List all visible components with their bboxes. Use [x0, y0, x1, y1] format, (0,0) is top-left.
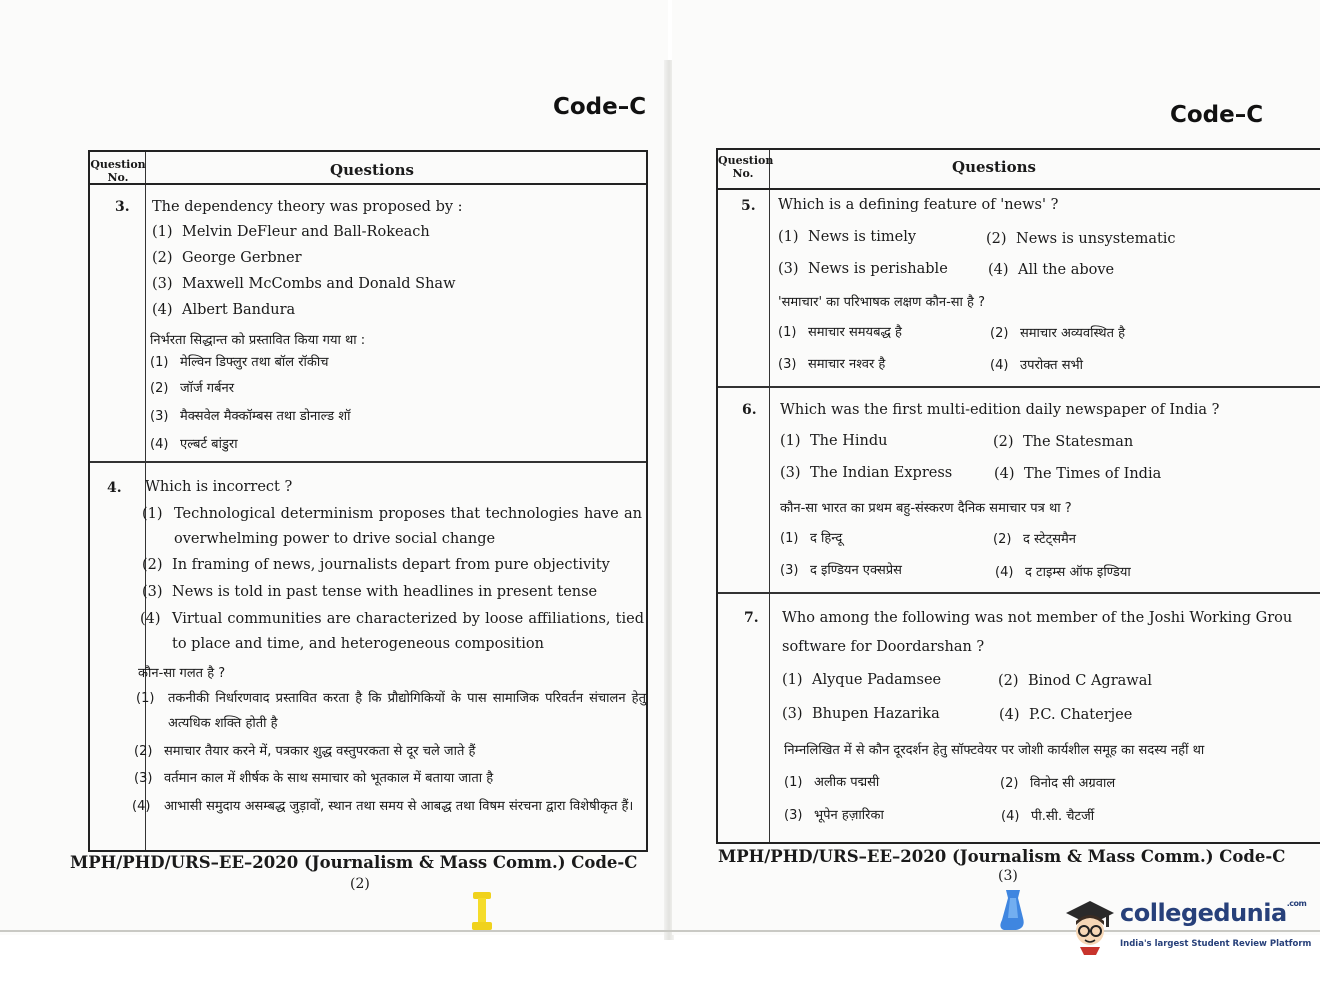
question-stem-hi: निम्नलिखित में से कौन दूरदर्शन हेतु सॉफ्टवेयर पर जोशी कार्यशील समूह का सदस्य नहीं था — [784, 743, 1205, 758]
header-question-no — [718, 154, 774, 180]
option-en-2 — [998, 669, 1152, 694]
option-number: (2) — [993, 434, 1014, 450]
question-stem-hi: कौन-सा भारत का प्रथम बहु-संस्करण दैनिक समाचार पत्र था ? — [780, 501, 1072, 516]
option-text: Virtual communities are characterized by loose affiliations, tied to place and time, and heterogeneous composition — [172, 611, 644, 652]
option-en-2 — [986, 227, 1176, 252]
option-hi-2 — [1000, 771, 1115, 796]
question-table — [88, 150, 648, 852]
option-number: (3) — [152, 276, 173, 292]
option-number: (1) — [784, 775, 803, 790]
question-stem-hi: निर्भरता सिद्धान्त को प्रस्तावित किया गया था : — [150, 333, 366, 348]
option-text: News is told in past tense with headlines in present tense — [172, 584, 598, 600]
option-en-4 — [988, 258, 1114, 283]
brand-suffix: .com — [1286, 899, 1307, 908]
option-en-1 — [780, 429, 887, 454]
code-label: Code–C — [553, 94, 647, 120]
option-number: (4) — [132, 799, 151, 814]
yellow-clip-icon — [470, 892, 494, 932]
option-number: (1) — [778, 229, 799, 245]
column-divider — [769, 150, 770, 842]
option-hi-2 — [134, 739, 475, 764]
header-question-no — [90, 158, 146, 184]
row-divider — [718, 592, 1320, 594]
question-number: 7. — [744, 610, 759, 626]
question-stem-en-line1: Who among the following was not member of the Joshi Working Grou — [782, 610, 1293, 626]
right-page — [672, 0, 1320, 935]
option-text: News is unsystematic — [1016, 231, 1176, 247]
option-number: (4) — [140, 611, 161, 627]
option-number: (3) — [134, 771, 153, 786]
option-text: मेल्विन डिफ्लुर तथा बॉल रॉकीच — [180, 355, 329, 370]
option-number: (1) — [136, 691, 155, 706]
option-hi-3 — [784, 803, 884, 828]
question-number: 3. — [115, 199, 130, 215]
student-mascot-icon — [1062, 897, 1118, 957]
option-en-4 — [999, 703, 1132, 728]
option-text: Binod C Agrawal — [1028, 673, 1152, 689]
option-hi-3 — [134, 766, 493, 791]
option-hi-3 — [780, 558, 902, 583]
option-text: पी.सी. चैटर्जी — [1031, 809, 1095, 824]
option-number: (4) — [988, 262, 1009, 278]
question-stem-en-line2: software for Doordarshan ? — [782, 639, 985, 655]
option-number: (4) — [999, 707, 1020, 723]
option-text: अलीक पद्मसी — [814, 775, 880, 790]
question-stem-en: The dependency theory was proposed by : — [152, 199, 463, 215]
option-text: द टाइम्स ऑफ इण्डिया — [1025, 565, 1131, 580]
header-qno-line1: Question — [718, 154, 774, 167]
option-en-2 — [993, 430, 1133, 455]
option-en-3 — [782, 702, 940, 727]
question-number: 4. — [107, 480, 122, 496]
option-text: समाचार नश्वर है — [808, 357, 886, 372]
option-text: उपरोक्त सभी — [1020, 358, 1083, 373]
option-text: विनोद सी अग्रवाल — [1030, 776, 1116, 791]
option-text: All the above — [1018, 262, 1115, 278]
option-number: (3) — [778, 357, 797, 372]
option-number: (2) — [152, 250, 173, 266]
option-number: (3) — [784, 808, 803, 823]
collegedunia-logo — [1062, 893, 1312, 965]
page-footer: MPH/PHD/URS–EE–2020 (Journalism & Mass Comm.) Code-C — [70, 853, 638, 872]
option-text: समाचार समयबद्ध है — [808, 325, 902, 340]
option-number: (1) — [152, 224, 173, 240]
option-text: Technological determinism proposes that technologies have an overwhelming power to drive social change — [174, 506, 642, 547]
option-hi-1 — [778, 320, 902, 345]
option-en-1 — [778, 225, 916, 250]
option-text: The Statesman — [1023, 434, 1134, 450]
header-divider — [90, 183, 646, 185]
question-table — [716, 148, 1320, 844]
question-stem-en: Which is a defining feature of 'news' ? — [778, 197, 1059, 213]
option-text: जॉर्ज गर्बनर — [180, 381, 235, 396]
option-text: News is perishable — [808, 261, 948, 277]
option-en-2 — [152, 246, 302, 271]
option-text: तकनीकी निर्धारणवाद प्रस्तावित करता है कि प्रौद्योगिकियों के पास सामाजिक परिवर्तन संचालन हेतु अत्यधिक शक्ति होती है — [168, 691, 646, 731]
page-number: (3) — [998, 868, 1018, 884]
header-divider — [718, 188, 1320, 190]
option-text: द हिन्दू — [810, 531, 843, 546]
option-number: (4) — [150, 437, 169, 452]
header-qno-line1: Question — [90, 158, 146, 171]
question-number: 5. — [741, 198, 756, 214]
option-text: द इण्डियन एक्सप्रेस — [810, 563, 902, 578]
option-hi-4 — [150, 432, 238, 457]
option-number: (2) — [998, 673, 1019, 689]
option-text: Alyque Padamsee — [812, 672, 942, 688]
option-number: (3) — [782, 706, 803, 722]
option-number: (4) — [1001, 809, 1020, 824]
option-hi-4 — [995, 560, 1131, 585]
option-number: (3) — [150, 409, 169, 424]
option-en-3 — [780, 461, 952, 486]
row-divider — [718, 386, 1320, 388]
option-en-4 — [140, 607, 644, 657]
option-text: Melvin DeFleur and Ball-Rokeach — [182, 224, 430, 240]
option-text: आभासी समुदाय असम्बद्ध जुड़ावों, स्थान तथा समय से आबद्ध तथा विषम संरचना द्वारा विशेषीकृत हैं। — [164, 799, 634, 814]
option-en-2 — [142, 553, 610, 578]
option-en-3 — [778, 257, 948, 282]
option-text: द स्टेट्समैन — [1023, 532, 1076, 547]
option-en-1 — [152, 220, 430, 245]
option-hi-1 — [136, 686, 646, 736]
option-text: समाचार अव्यवस्थित है — [1020, 326, 1126, 341]
question-stem-hi: कौन-सा गलत है ? — [138, 666, 226, 681]
option-text: वर्तमान काल में शीर्षक के साथ समाचार को भूतकाल में बताया जाता है — [164, 771, 494, 786]
option-number: (3) — [780, 465, 801, 481]
question-number: 6. — [742, 402, 757, 418]
header-qno-line2: No. — [732, 167, 754, 180]
left-page — [0, 0, 668, 935]
option-en-1 — [782, 668, 941, 693]
option-hi-2 — [150, 376, 234, 401]
option-text: Maxwell McCombs and Donald Shaw — [182, 276, 456, 292]
option-text: News is timely — [808, 229, 917, 245]
option-number: (1) — [780, 433, 801, 449]
question-stem-en: Which was the first multi-edition daily newspaper of India ? — [780, 402, 1220, 418]
option-number: (2) — [142, 557, 163, 573]
blue-clip-icon — [996, 888, 1030, 932]
option-text: The Hindu — [810, 433, 888, 449]
option-hi-1 — [780, 526, 842, 551]
option-text: भूपेन हज़ारिका — [814, 808, 884, 823]
option-number: (2) — [993, 532, 1012, 547]
option-text: In framing of news, journalists depart from pure objectivity — [172, 557, 610, 573]
option-number: (4) — [995, 565, 1014, 580]
option-hi-2 — [990, 321, 1125, 346]
option-hi-3 — [150, 404, 350, 429]
option-number: (4) — [152, 302, 173, 318]
header-qno-line2: No. — [107, 171, 129, 184]
code-label: Code–C — [1170, 102, 1264, 128]
option-number: (3) — [142, 584, 163, 600]
option-text: मैक्सवेल मैक्कॉम्बस तथा डोनाल्ड शॉ — [180, 409, 351, 424]
option-en-4 — [994, 462, 1161, 487]
brand-text: collegedunia — [1120, 899, 1287, 927]
option-text: समाचार तैयार करने में, पत्रकार शुद्ध वस्तुपरकता से दूर चले जाते हैं — [164, 744, 476, 759]
page-number: (2) — [350, 876, 370, 892]
page-footer: MPH/PHD/URS–EE–2020 (Journalism & Mass Comm.) Code-C — [718, 847, 1286, 866]
option-number: (1) — [780, 531, 799, 546]
option-text: P.C. Chaterjee — [1029, 707, 1133, 723]
option-en-3 — [152, 272, 456, 297]
option-number: (2) — [1000, 776, 1019, 791]
row-divider — [90, 461, 646, 463]
option-text: एल्बर्ट बांडुरा — [180, 437, 238, 452]
option-number: (2) — [134, 744, 153, 759]
option-hi-2 — [993, 527, 1076, 552]
option-hi-4 — [132, 794, 646, 819]
option-hi-1 — [784, 770, 879, 795]
header-questions: Questions — [952, 158, 1036, 176]
brand-tagline: India's largest Student Review Platform — [1120, 939, 1312, 949]
option-number: (1) — [142, 506, 163, 522]
option-number: (4) — [994, 466, 1015, 482]
header-questions: Questions — [330, 161, 414, 179]
option-number: (2) — [986, 231, 1007, 247]
option-number: (1) — [782, 672, 803, 688]
option-en-1 — [142, 502, 642, 552]
brand-name — [1120, 899, 1306, 927]
option-text: George Gerbner — [182, 250, 302, 266]
option-number: (2) — [990, 326, 1009, 341]
option-text: Albert Bandura — [182, 302, 296, 318]
option-text: The Times of India — [1024, 466, 1162, 482]
option-text: Bhupen Hazarika — [812, 706, 940, 722]
option-text: The Indian Express — [810, 465, 953, 481]
option-number: (4) — [990, 358, 1009, 373]
option-hi-4 — [1001, 804, 1094, 829]
option-number: (1) — [150, 355, 169, 370]
question-stem-en: Which is incorrect ? — [145, 479, 293, 495]
option-en-3 — [142, 580, 597, 605]
question-stem-hi: 'समाचार' का परिभाषक लक्षण कौन-सा है ? — [778, 295, 985, 310]
option-number: (3) — [778, 261, 799, 277]
option-hi-3 — [778, 352, 885, 377]
option-number: (1) — [778, 325, 797, 340]
option-hi-4 — [990, 353, 1083, 378]
option-number: (3) — [780, 563, 799, 578]
option-number: (2) — [150, 381, 169, 396]
option-hi-1 — [150, 350, 329, 375]
option-en-4 — [152, 298, 295, 323]
